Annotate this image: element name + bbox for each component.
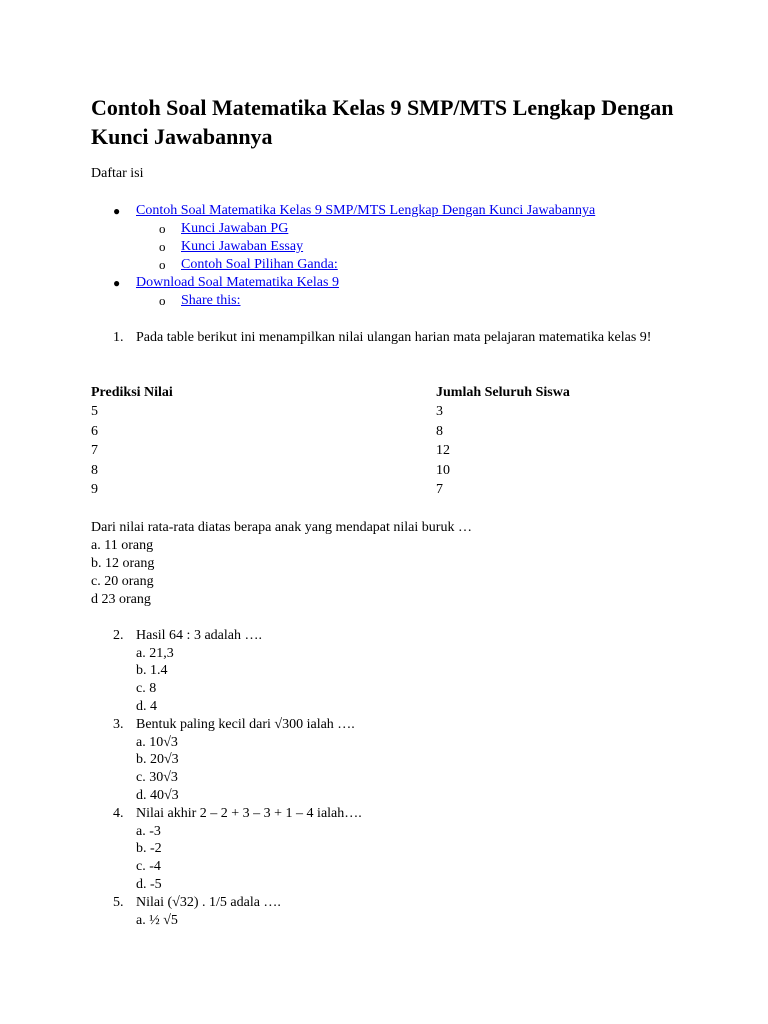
- toc-heading: Daftar isi: [91, 166, 144, 181]
- answer-option: d. -5: [136, 877, 162, 892]
- answer-option: c. 8: [136, 681, 157, 696]
- answer-option: a. -3: [136, 824, 161, 839]
- question-number: 1.: [113, 330, 124, 345]
- question-text: Dari nilai rata-rata diatas berapa anak yang mendapat nilai buruk …: [91, 520, 472, 535]
- question-text: Nilai akhir 2 – 2 + 3 – 3 + 1 – 4 ialah….: [136, 806, 362, 821]
- answer-option: c. -4: [136, 859, 161, 874]
- question-text: Nilai (√32) . 1/5 adala ….: [136, 895, 281, 910]
- toc-sub-bullet: o: [159, 257, 166, 272]
- toc-bullet: ●: [113, 276, 121, 290]
- answer-option: d. 40√3: [136, 788, 179, 803]
- question-text: Pada table berikut ini menampilkan nilai ulangan harian mata pelajaran matematika kelas 9!: [136, 330, 652, 345]
- table-cell: 8: [91, 463, 98, 478]
- table-cell: 9: [91, 482, 98, 497]
- toc-link-contoh-soal[interactable]: Contoh Soal Matematika Kelas 9 SMP/MTS Lengkap Dengan Kunci Jawabannya: [136, 203, 596, 218]
- table-cell: 7: [436, 482, 443, 497]
- answer-option: a. 10√3: [136, 735, 178, 750]
- page-title: Contoh Soal Matematika Kelas 9 SMP/MTS Lengkap Dengan Kunci Jawabannya: [91, 95, 674, 149]
- toc-link-share[interactable]: Share this:: [181, 293, 241, 308]
- table-cell: 6: [91, 424, 98, 439]
- answer-option: c. 30√3: [136, 770, 178, 785]
- table-header-jumlah: Jumlah Seluruh Siswa: [436, 385, 570, 400]
- answer-option: d. 4: [136, 699, 157, 714]
- answer-option: b. 20√3: [136, 752, 179, 767]
- answer-option: b. -2: [136, 841, 162, 856]
- table-cell: 8: [436, 424, 443, 439]
- toc-bullet: ●: [113, 204, 121, 218]
- answer-option: a. 21,3: [136, 646, 174, 661]
- table-cell: 7: [91, 443, 98, 458]
- answer-option: b. 12 orang: [91, 556, 155, 571]
- toc-sub-bullet: o: [159, 221, 166, 236]
- table-cell: 12: [436, 443, 450, 458]
- answer-option: d 23 orang: [91, 592, 151, 607]
- answer-option: a. 11 orang: [91, 538, 154, 553]
- question-number: 2.: [113, 628, 124, 643]
- toc-sub-bullet: o: [159, 239, 166, 254]
- toc-link-pilihan-ganda[interactable]: Contoh Soal Pilihan Ganda:: [181, 257, 338, 272]
- table-cell: 3: [436, 404, 443, 419]
- table-cell: 10: [436, 463, 450, 478]
- question-number: 4.: [113, 806, 124, 821]
- question-number: 3.: [113, 717, 124, 732]
- answer-option: a. ½ √5: [136, 913, 178, 928]
- toc-link-kunci-essay[interactable]: Kunci Jawaban Essay: [181, 239, 304, 254]
- toc-sub-bullet: o: [159, 293, 166, 308]
- answer-option: b. 1.4: [136, 663, 168, 678]
- table-cell: 5: [91, 404, 98, 419]
- toc-link-download[interactable]: Download Soal Matematika Kelas 9: [136, 275, 339, 290]
- toc-link-kunci-pg[interactable]: Kunci Jawaban PG: [181, 221, 289, 236]
- table-header-prediksi: Prediksi Nilai: [91, 385, 173, 400]
- question-text: Hasil 64 : 3 adalah ….: [136, 628, 262, 643]
- answer-option: c. 20 orang: [91, 574, 154, 589]
- question-text: Bentuk paling kecil dari √300 ialah ….: [136, 717, 355, 732]
- question-number: 5.: [113, 895, 124, 910]
